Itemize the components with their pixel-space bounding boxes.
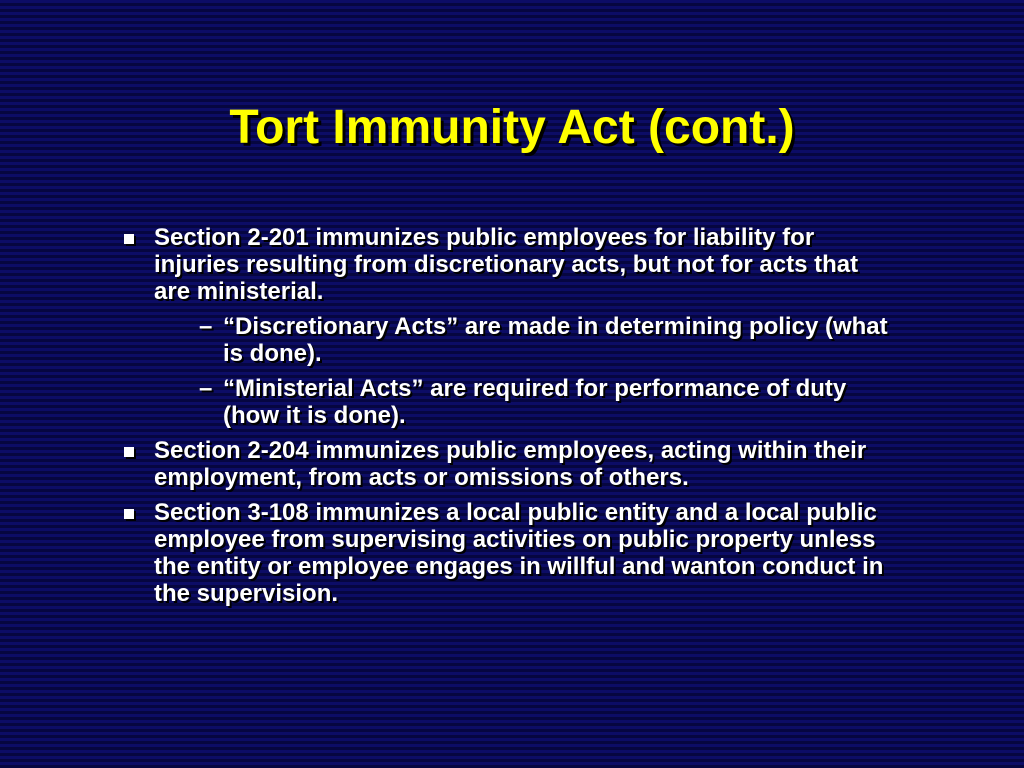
sub-bullet-list — [154, 313, 900, 429]
bullet-section-2-204 — [120, 437, 900, 491]
square-bullet-icon — [124, 509, 134, 519]
slide-title: Tort Immunity Act (cont.) — [229, 101, 795, 154]
sub-bullet-text: “Discretionary Acts” are made in determining policy (what is done). — [223, 313, 888, 367]
bullet-text: Section 3-108 immunizes a local public entity and a local public employee from supervising activities on public property unless the entity or employee engages in willful and wanton conduct in the supervision. — [154, 499, 884, 607]
bullet-text: Section 2-204 immunizes public employees, acting within their employment, from acts or omissions of others. — [154, 437, 867, 491]
slide-content — [120, 224, 900, 615]
sub-bullet-text: “Ministerial Acts” are required for performance of duty (how it is done). — [223, 375, 847, 429]
dash-bullet-icon: – — [199, 375, 213, 402]
bullet-text: Section 2-201 immunizes public employees for liability for injuries resulting from discretionary acts, but not for acts that are ministerial. — [154, 224, 859, 305]
square-bullet-icon — [124, 234, 134, 244]
bullet-section-3-108 — [120, 499, 900, 607]
dash-bullet-icon: – — [199, 313, 213, 340]
bullet-section-2-201 — [120, 224, 900, 429]
sub-bullet-ministerial-acts — [199, 375, 900, 429]
square-bullet-icon — [124, 447, 134, 457]
sub-bullet-discretionary-acts — [199, 313, 900, 367]
